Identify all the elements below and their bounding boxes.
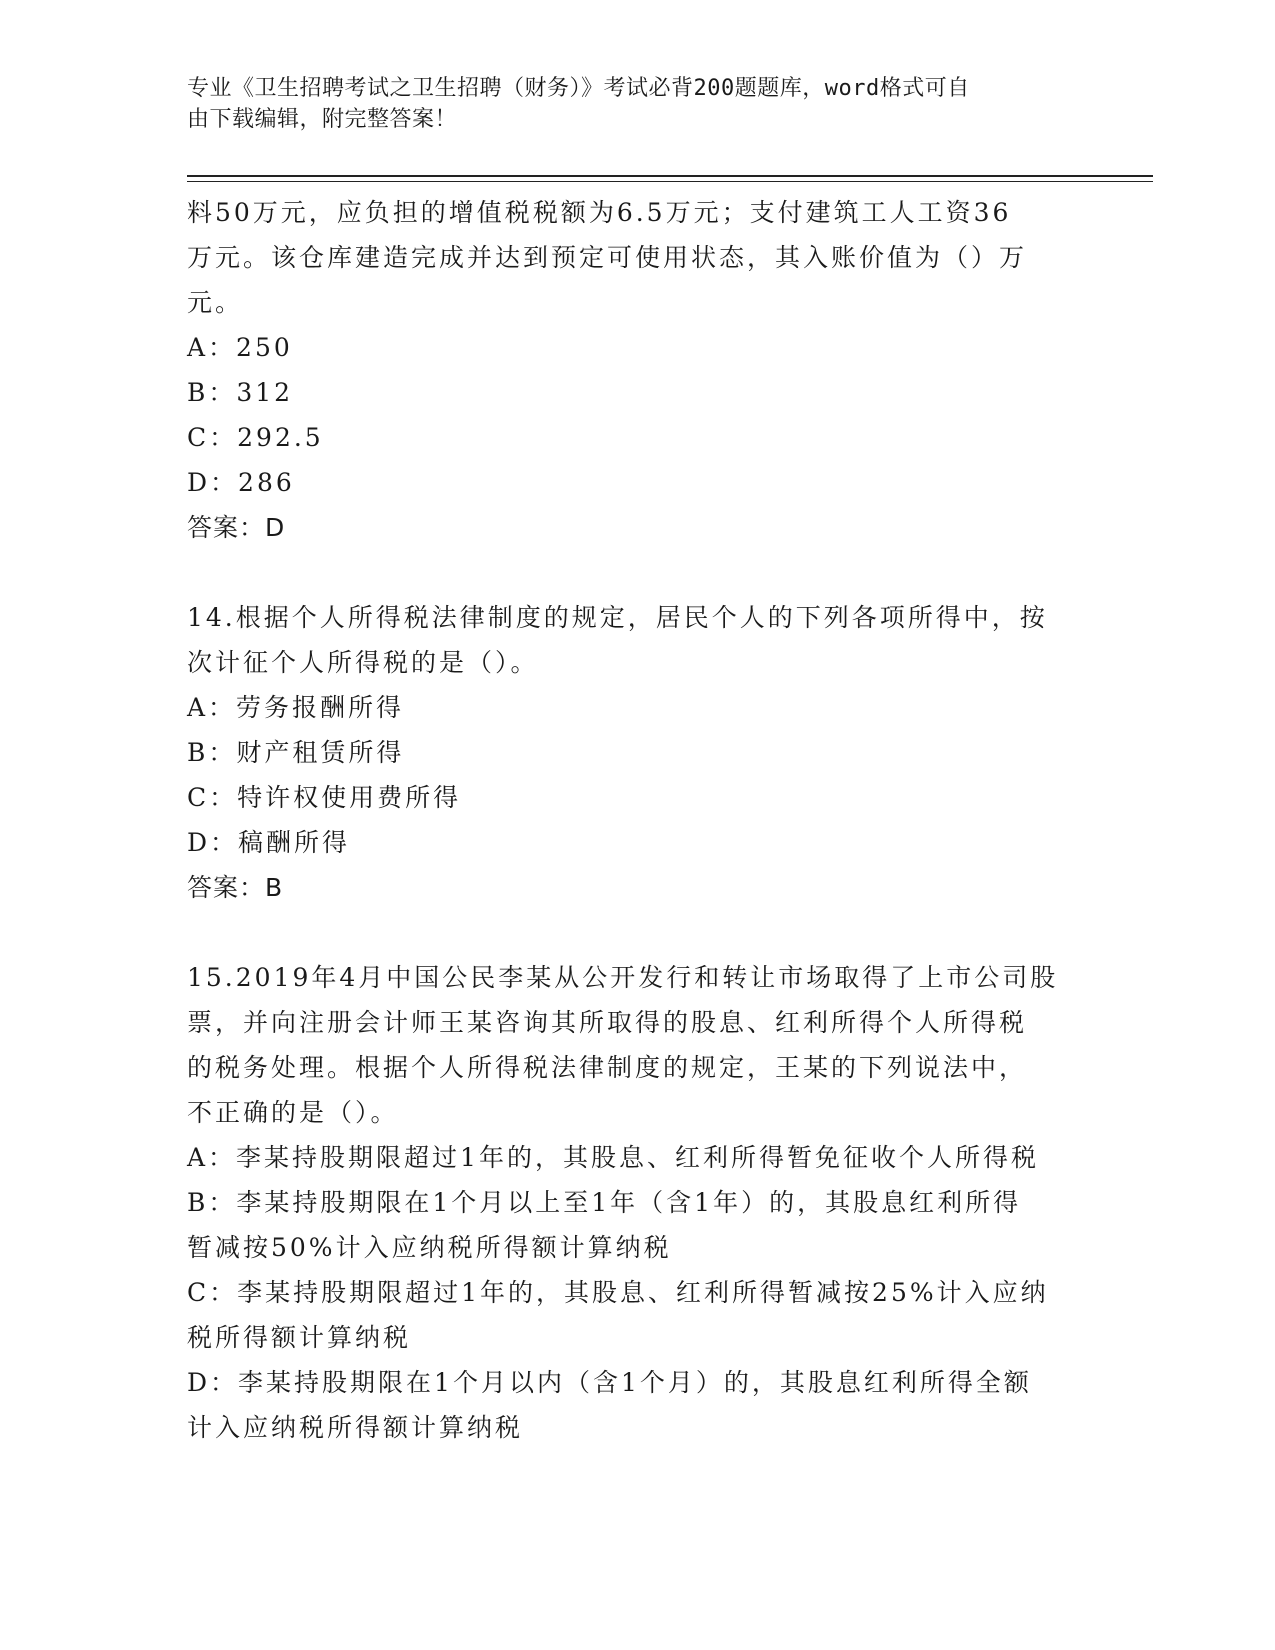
header-rule-thin	[187, 181, 1153, 182]
option-c-continued: 税所得额计算纳税	[187, 1323, 412, 1352]
question-stem-line: 不正确的是（）。	[187, 1098, 399, 1127]
option-b: B：312	[187, 378, 294, 407]
option-b: B：财产租赁所得	[187, 738, 405, 767]
option-a: A：250	[187, 333, 293, 362]
option-d: D：稿酬所得	[187, 828, 351, 857]
option-a: A：劳务报酬所得	[187, 693, 405, 722]
option-b-continued: 暂减按50%计入应纳税所得额计算纳税	[187, 1233, 672, 1262]
question-stem-line: 14.根据个人所得税法律制度的规定，居民个人的下列各项所得中，按	[187, 603, 1048, 632]
question-stem-line: 的税务处理。根据个人所得税法律制度的规定，王某的下列说法中，	[187, 1053, 1028, 1082]
page-header	[187, 73, 1067, 135]
question-stem-line: 15.2019年4月中国公民李某从公开发行和转让市场取得了上市公司股	[187, 963, 1059, 992]
question-stem-line: 票，并向注册会计师王某咨询其所取得的股息、红利所得个人所得税	[187, 1008, 1028, 1037]
header-line-1: 专业《卫生招聘考试之卫生招聘（财务）》考试必背200题题库，word格式可自	[187, 76, 970, 101]
option-d-continued: 计入应纳税所得额计算纳税	[187, 1413, 524, 1442]
header-line-2: 由下载编辑，附完整答案！	[187, 107, 458, 132]
option-c: C：李某持股期限超过1年的，其股息、红利所得暂减按25%计入应纳	[187, 1278, 1049, 1307]
option-c: C：292.5	[187, 423, 324, 452]
question-stem-line: 万元。该仓库建造完成并达到预定可使用状态，其入账价值为（）万	[187, 243, 1028, 272]
question-13	[187, 190, 1087, 550]
question-15	[187, 955, 1087, 1450]
question-stem-line: 元。	[187, 288, 244, 317]
option-b: B：李某持股期限在1个月以上至1年（含1年）的，其股息红利所得	[187, 1188, 1022, 1217]
question-14	[187, 595, 1087, 910]
answer-line: 答案：D	[187, 513, 286, 542]
spacer	[187, 550, 1087, 595]
document-body	[187, 190, 1087, 1450]
header-rule-thick	[187, 175, 1153, 177]
question-stem-line: 次计征个人所得税的是（）。	[187, 648, 539, 677]
answer-line: 答案：B	[187, 873, 284, 902]
option-a: A：李某持股期限超过1年的，其股息、红利所得暂免征收个人所得税	[187, 1143, 1039, 1172]
spacer	[187, 910, 1087, 955]
option-d: D：286	[187, 468, 295, 497]
question-stem-line: 料50万元，应负担的增值税税额为6.5万元；支付建筑工人工资36	[187, 198, 1012, 227]
option-d: D：李某持股期限在1个月以内（含1个月）的，其股息红利所得全额	[187, 1368, 1032, 1397]
option-c: C：特许权使用费所得	[187, 783, 462, 812]
